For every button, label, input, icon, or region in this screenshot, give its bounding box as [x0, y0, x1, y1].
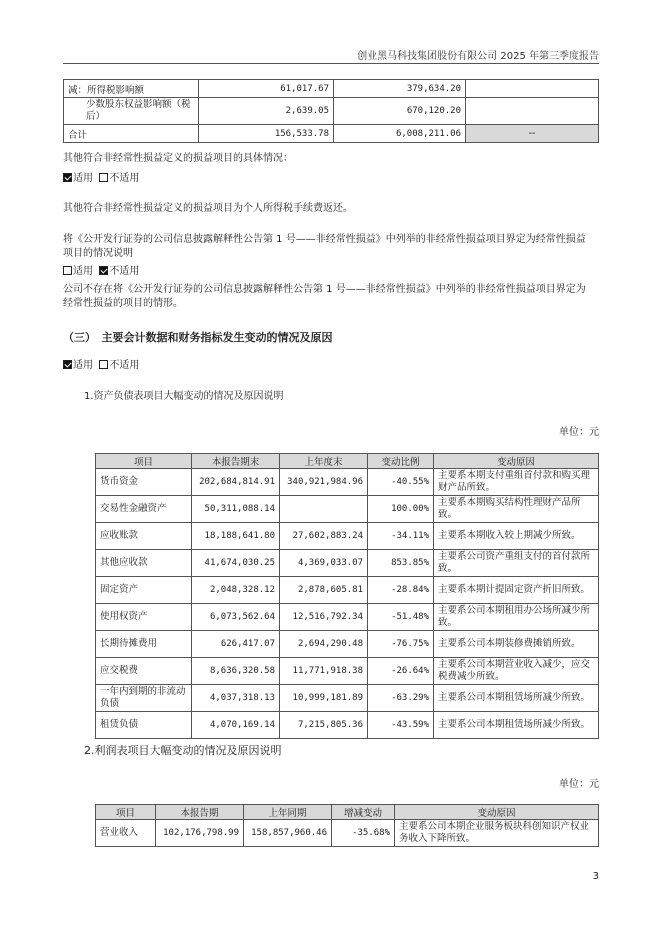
table-row — [96, 469, 599, 496]
item-cell: 其他应收款 — [96, 550, 192, 577]
reason-cell: 主要系公司本期租赁场所减少所致。 — [434, 685, 599, 712]
page-number: 3 — [592, 871, 599, 882]
item-cell: 租赁负债 — [96, 712, 192, 739]
reason-cell: 主要系本期计提固定资产折旧所致。 — [434, 577, 599, 604]
table-row — [96, 523, 599, 550]
table-header-row — [96, 805, 599, 820]
applicability-check-3 — [63, 359, 593, 373]
change-pct-cell: -26.64% — [368, 658, 434, 685]
prior-year-cell: 2,878,605.81 — [280, 577, 368, 604]
header-divider — [63, 63, 599, 64]
table-row — [64, 98, 599, 125]
prior-period-cell: 158,857,960.46 — [244, 820, 332, 847]
prior-year-cell: 340,921,984.96 — [280, 469, 368, 496]
paragraph-no-classification: 公司不存在将《公开发行证券的公司信息披露解释性公告第 1 号——非经常性损益》中列举的非经常性损益项目界定为经常性损益的项目的情形。 — [63, 284, 586, 309]
current-period-cell: 8,636,320.58 — [192, 658, 280, 685]
row-label: 减：所得税影响额 — [64, 80, 199, 98]
item-cell: 营业收入 — [96, 820, 156, 847]
column-header: 项目 — [96, 454, 192, 469]
prior-year-cell: 11,771,918.38 — [280, 658, 368, 685]
cell-value: -- — [466, 125, 599, 143]
paragraph-classification: 将《公开发行证券的公司信息披露解释性公告第 1 号——非经常性损益》中列举的非经常性损益项目界定为经常性损益项目的情况说明 — [63, 234, 586, 259]
cell-value: 379,634.20 — [334, 80, 466, 98]
checkbox-unchecked-icon[interactable] — [63, 266, 72, 275]
checkbox-checked-icon[interactable] — [63, 173, 72, 182]
item-cell: 使用权资产 — [96, 604, 192, 631]
table-row — [96, 685, 599, 712]
change-pct-cell: -76.75% — [368, 631, 434, 658]
cell-value — [466, 98, 599, 125]
column-header: 增减变动 — [332, 805, 395, 820]
current-period-cell: 6,073,562.64 — [192, 604, 280, 631]
item-cell: 货币资金 — [96, 469, 192, 496]
current-period-cell: 102,176,798.99 — [156, 820, 244, 847]
subheading-income-statement: 2.利润表项目大幅变动的情况及原因说明 — [84, 744, 282, 757]
table-row — [96, 577, 599, 604]
column-header: 变动比例 — [368, 454, 434, 469]
income-statement-changes-table — [95, 804, 599, 847]
option-applicable: 适用 — [73, 173, 93, 184]
current-period-cell: 50,311,088.14 — [192, 496, 280, 523]
change-pct-cell: -51.48% — [368, 604, 434, 631]
reason-cell: 主要系公司本期企业服务板块科创知识产权业务收入下降所致。 — [395, 820, 599, 847]
column-header: 变动原因 — [434, 454, 599, 469]
paragraph-tax-refund: 其他符合非经常性损益定义的损益项目为个人所得税手续费返还。 — [63, 203, 353, 214]
item-cell: 长期待摊费用 — [96, 631, 192, 658]
paragraph-nonrecurring-details: 其他符合非经常性损益定义的损益项目的具体情况： — [63, 153, 293, 164]
column-header: 本报告期末 — [192, 454, 280, 469]
current-period-cell: 41,674,030.25 — [192, 550, 280, 577]
column-header: 变动原因 — [395, 805, 599, 820]
prior-year-cell: 4,369,033.07 — [280, 550, 368, 577]
current-period-cell: 4,070,169.14 — [192, 712, 280, 739]
table-row — [96, 496, 599, 523]
checkbox-checked-icon[interactable] — [63, 360, 72, 369]
change-pct-cell: -28.84% — [368, 577, 434, 604]
prior-year-cell: 7,215,805.36 — [280, 712, 368, 739]
reason-cell: 主要系公司资产重组支付的首付款所致。 — [434, 550, 599, 577]
change-pct-cell: -43.59% — [368, 712, 434, 739]
change-pct-cell: -63.29% — [368, 685, 434, 712]
applicability-check-2 — [63, 265, 593, 279]
table-row — [96, 820, 599, 847]
table-row — [64, 125, 599, 143]
page-header-title: 创业黑马科技集团股份有限公司 2025 年第三季度报告 — [357, 51, 599, 62]
item-cell: 应交税费 — [96, 658, 192, 685]
current-period-cell: 202,684,814.91 — [192, 469, 280, 496]
option-not-applicable: 不适用 — [109, 173, 140, 184]
checkbox-unchecked-icon[interactable] — [99, 360, 108, 369]
reason-cell: 主要系公司本期租用办公场所减少所致。 — [434, 604, 599, 631]
cell-value: 670,120.20 — [334, 98, 466, 125]
applicability-check-1 — [63, 172, 593, 186]
option-applicable: 适用 — [73, 266, 93, 277]
change-pct-cell: 853.85% — [368, 550, 434, 577]
cell-value — [466, 80, 599, 98]
cell-value: 6,008,211.06 — [334, 125, 466, 143]
reason-cell: 主要系本期支付重组首付款和购买理财产品所致。 — [434, 469, 599, 496]
nonrecurring-items-table — [63, 79, 599, 143]
column-header: 本报告期 — [156, 805, 244, 820]
change-pct-cell: 100.00% — [368, 496, 434, 523]
row-label: 合计 — [64, 125, 199, 143]
reason-cell: 主要系公司本期租赁场所减少所致。 — [434, 712, 599, 739]
subheading-balance-sheet: 1.资产负债表项目大幅变动的情况及原因说明 — [84, 391, 284, 402]
item-cell: 固定资产 — [96, 577, 192, 604]
reason-cell: 主要系本期收入较上期减少所致。 — [434, 523, 599, 550]
reason-cell: 主要系本期购买结构性理财产品所致。 — [434, 496, 599, 523]
table-row — [96, 712, 599, 739]
prior-year-cell: 12,516,792.34 — [280, 604, 368, 631]
item-cell: 交易性金融资产 — [96, 496, 192, 523]
item-cell: 应收账款 — [96, 523, 192, 550]
checkbox-unchecked-icon[interactable] — [99, 173, 108, 182]
current-period-cell: 2,048,328.12 — [192, 577, 280, 604]
prior-year-cell: 27,602,883.24 — [280, 523, 368, 550]
reason-cell: 主要系公司本期装修费摊销所致。 — [434, 631, 599, 658]
checkbox-checked-icon[interactable] — [99, 266, 108, 275]
reason-cell: 主要系公司本期营业收入减少，应交税费减少所致。 — [434, 658, 599, 685]
change-pct-cell: -34.11% — [368, 523, 434, 550]
balance-sheet-changes-table — [95, 453, 599, 739]
table-header-row — [96, 454, 599, 469]
table-row — [96, 604, 599, 631]
unit-label: 单位：元 — [559, 427, 599, 438]
row-label: 少数股东权益影响额（税后） — [64, 98, 199, 125]
change-pct-cell: -35.68% — [332, 820, 395, 847]
prior-year-cell — [280, 496, 368, 523]
prior-year-cell: 10,999,181.89 — [280, 685, 368, 712]
section-heading: （三） 主要会计数据和财务指标发生变动的情况及原因 — [63, 331, 333, 344]
unit-label: 单位：元 — [559, 779, 599, 790]
table-row — [64, 80, 599, 98]
option-not-applicable: 不适用 — [109, 266, 140, 277]
table-row — [96, 631, 599, 658]
prior-year-cell: 2,694,290.48 — [280, 631, 368, 658]
cell-value: 61,017.67 — [199, 80, 334, 98]
column-header: 上年同期 — [244, 805, 332, 820]
table-row — [96, 658, 599, 685]
current-period-cell: 18,188,641.80 — [192, 523, 280, 550]
column-header: 项目 — [96, 805, 156, 820]
table-row — [96, 550, 599, 577]
column-header: 上年度末 — [280, 454, 368, 469]
option-applicable: 适用 — [73, 360, 93, 371]
cell-value: 156,533.78 — [199, 125, 334, 143]
current-period-cell: 626,417.07 — [192, 631, 280, 658]
change-pct-cell: -40.55% — [368, 469, 434, 496]
cell-value: 2,639.05 — [199, 98, 334, 125]
option-not-applicable: 不适用 — [109, 360, 140, 371]
item-cell: 一年内到期的非流动负债 — [96, 685, 192, 712]
current-period-cell: 4,037,318.13 — [192, 685, 280, 712]
